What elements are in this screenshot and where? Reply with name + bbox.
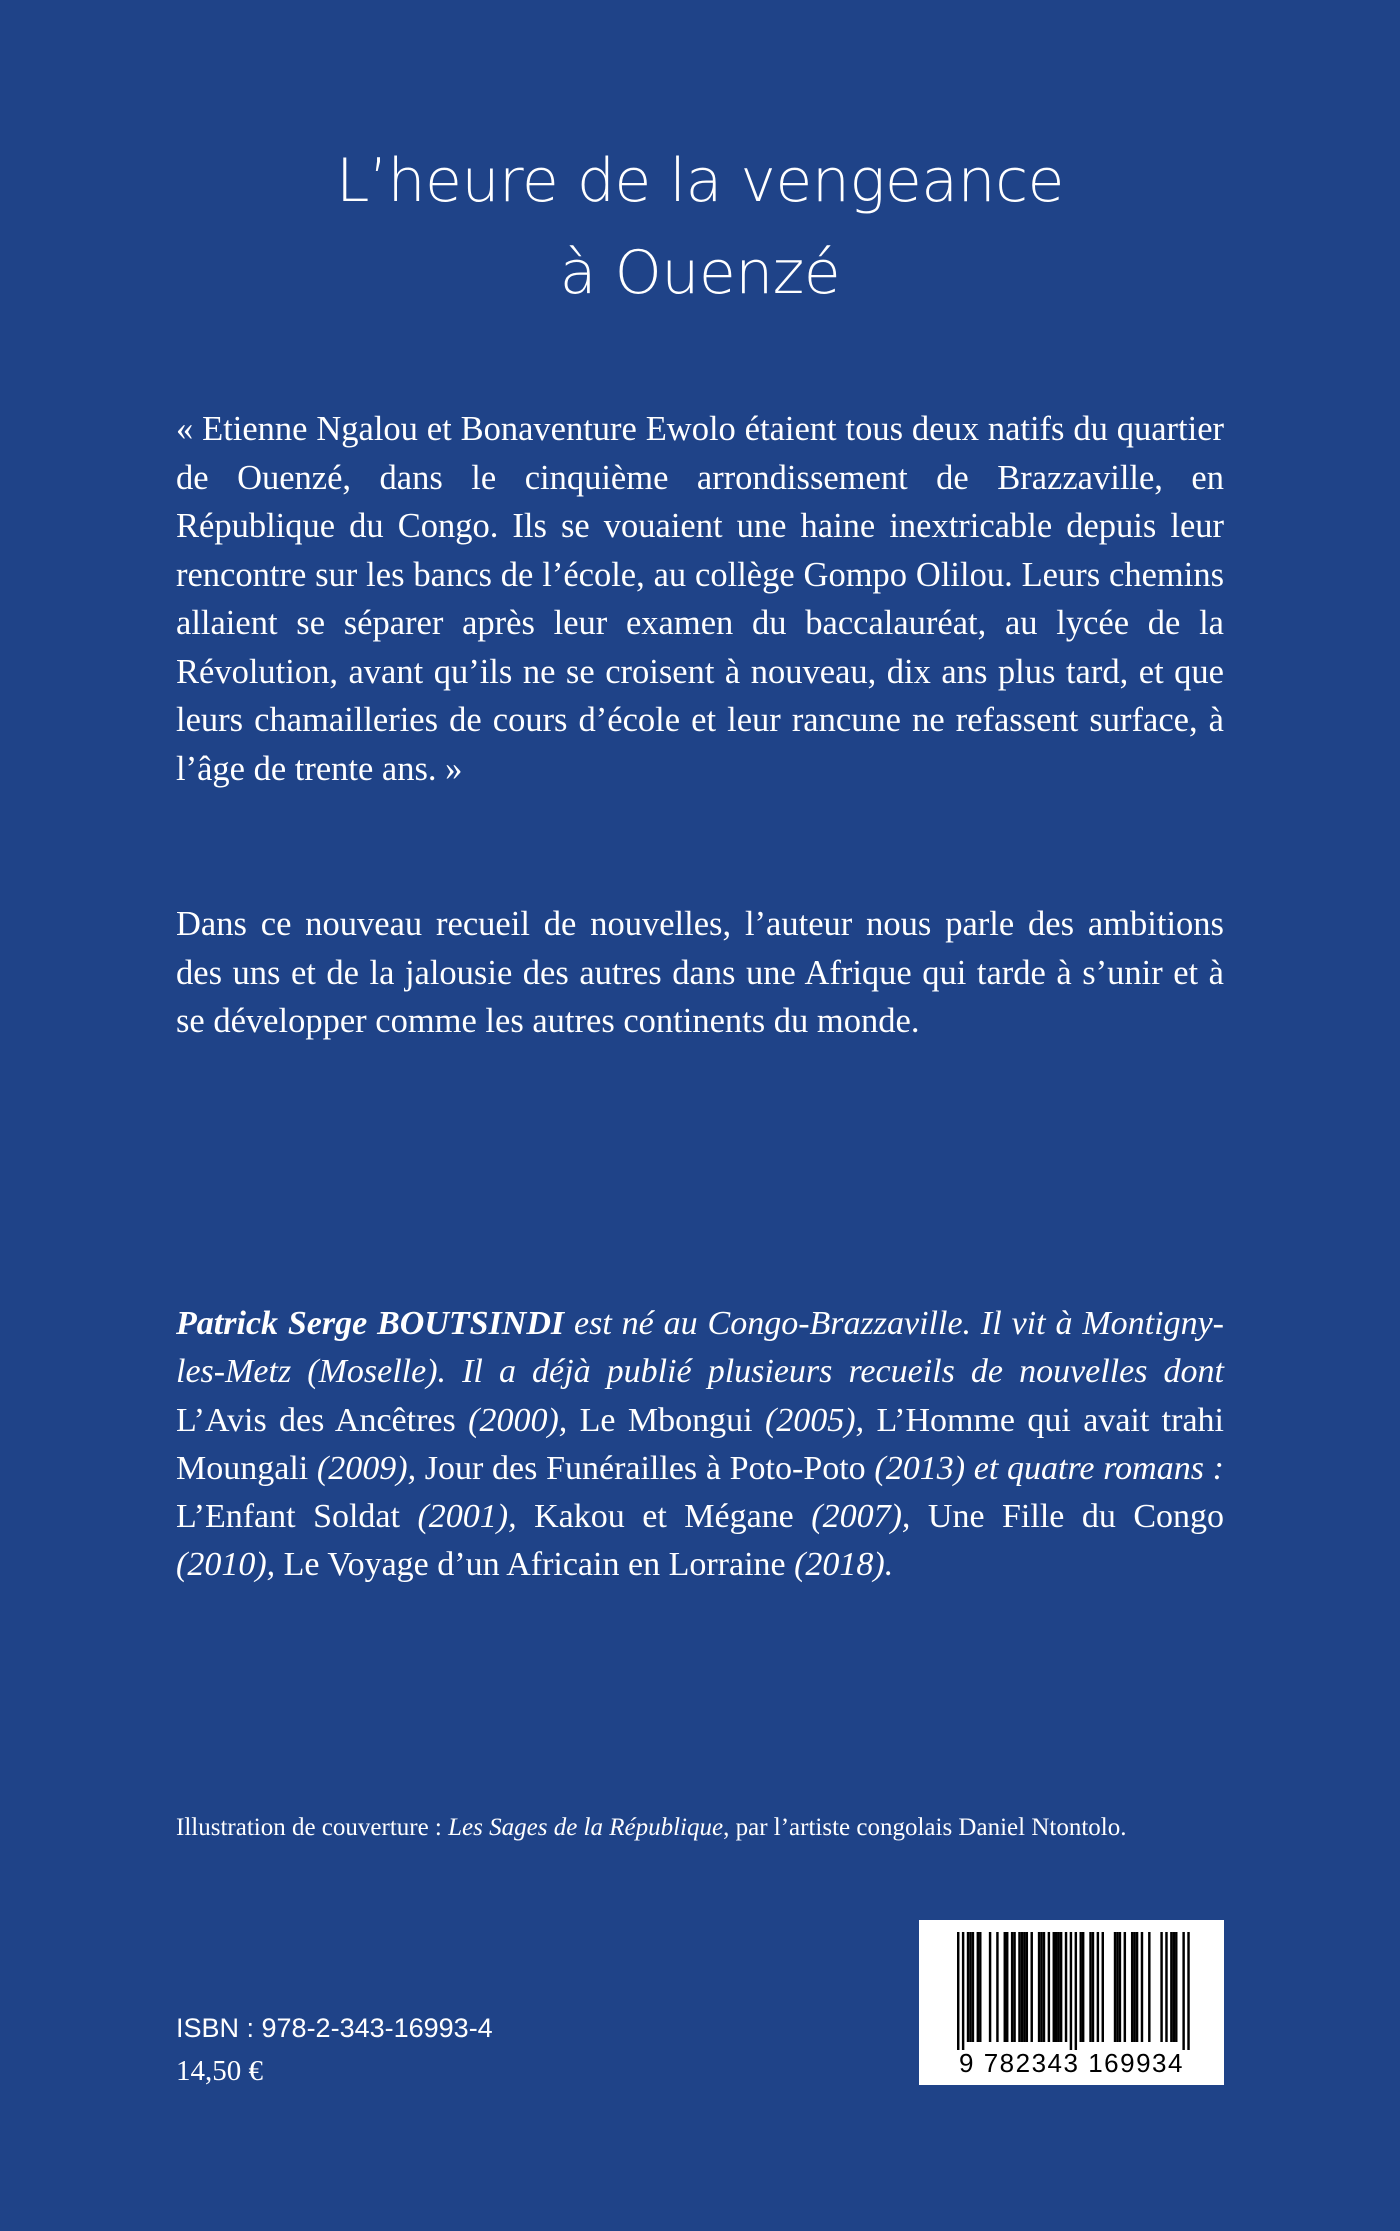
- barcode-bar: [1075, 1932, 1077, 2050]
- title-line-2: à Ouenzé: [559, 238, 841, 308]
- barcode-bar: [1089, 1932, 1091, 2042]
- barcode-bar: [972, 1932, 974, 2042]
- bio-year-1: (2000),: [455, 1401, 580, 1439]
- barcode-bar: [1133, 1932, 1135, 2042]
- barcode-bar: [1053, 1932, 1055, 2042]
- bio-year-2: (2005),: [752, 1401, 877, 1439]
- book-title-7: Une Fille du Congo: [927, 1498, 1225, 1536]
- barcode-bar: [1048, 1932, 1050, 2042]
- barcode-bar: [967, 1932, 969, 2042]
- barcode-digits: 9 782343 169934: [959, 2048, 1184, 2078]
- synopsis-text: « Etienne Ngalou et Bonaventure Ewolo étaient tous deux natifs du quartier de Ouenzé, dans le cinquième arrondissement de Brazzaville, en République du Congo. Ils se vouaient une haine inextricable depuis leur rencontre sur les bancs de l’école, au collège Gompo Olilou. Leurs chemins allaient se séparer après leur examen du baccalauréat, au lycée de la Révolution, avant qu’ils ne se croisent à nouveau, dix ans plus tard, et que leurs chamailleries de cours d’école et leur rancune ne refassent surface, à l’âge de trente ans. »: [176, 410, 1224, 788]
- summary-text: Dans ce nouveau recueil de nouvelles, l’auteur nous parle des ambitions des uns et de la jalousie des autres dans une Afrique qui tarde à s’unir et à se développer comme les autres continents du monde.: [176, 905, 1224, 1040]
- title-line-1: L’heure de la vengeance: [336, 146, 1064, 216]
- barcode-bar: [977, 1932, 979, 2042]
- barcode-bar: [1031, 1932, 1033, 2042]
- book-title-2: Le Mbongui: [579, 1401, 753, 1439]
- barcode-bar: [1023, 1932, 1025, 2042]
- book-title-5: L’Enfant Soldat: [176, 1498, 400, 1536]
- barcode-bar: [1131, 1932, 1133, 2042]
- author-bio-text: [176, 1300, 1224, 1590]
- barcode-bar: [979, 1932, 981, 2042]
- summary-block: [176, 900, 1224, 1046]
- barcode-bar: [996, 1932, 998, 2042]
- barcode-bar: [1175, 1932, 1177, 2042]
- barcode-bar: [1124, 1932, 1126, 2042]
- barcode-bar: [1011, 1932, 1013, 2042]
- barcode-bar: [1148, 1932, 1150, 2042]
- barcode-bar: [1114, 1932, 1116, 2042]
- barcode-bar: [1006, 1932, 1008, 2042]
- book-title-4: Jour des Funérailles à Poto-Poto: [424, 1449, 866, 1487]
- book-title: [0, 135, 1400, 319]
- barcode-bar: [1026, 1932, 1028, 2042]
- barcode-bar: [1057, 1932, 1059, 2042]
- author-name: Patrick Serge BOUTSINDI: [176, 1305, 565, 1342]
- barcode-bar: [1040, 1932, 1042, 2042]
- barcode-bar: [1080, 1932, 1082, 2042]
- isbn: ISBN : 978-2-343-16993-4: [176, 2013, 493, 2043]
- book-title-3: L’Homme qui avait trahi Moungali: [176, 1401, 1224, 1487]
- illustration-credit: [176, 1811, 1256, 1845]
- bio-year-8: (2018).: [785, 1546, 894, 1584]
- bio-year-5: (2001),: [399, 1498, 535, 1536]
- book-title-8: Le Voyage d’un Africain en Lorraine: [283, 1546, 786, 1584]
- barcode-bar: [1116, 1932, 1118, 2042]
- barcode-bar: [1038, 1932, 1040, 2042]
- price: 14,50 €: [176, 2055, 263, 2087]
- barcode-bar: [969, 1932, 971, 2042]
- barcode-bar: [1141, 1932, 1143, 2042]
- barcode-bar: [957, 1932, 959, 2050]
- barcode-bar: [1170, 1932, 1172, 2042]
- barcode-bar: [1082, 1932, 1084, 2042]
- credit-prefix: Illustration de couverture :: [176, 1814, 449, 1841]
- barcode-bar: [1043, 1932, 1045, 2042]
- credit-suffix: , par l’artiste congolais Daniel Ntontolo.: [723, 1814, 1127, 1841]
- barcode-bar: [1070, 1932, 1072, 2050]
- barcode-bar: [962, 1932, 964, 2050]
- barcode-bar: [1119, 1932, 1121, 2042]
- barcode-bar: [989, 1932, 991, 2042]
- book-title-1: L’Avis des Ancêtres: [176, 1401, 456, 1439]
- barcode-bar: [1055, 1932, 1057, 2042]
- credit-work: Les Sages de la République: [448, 1814, 724, 1841]
- barcode-bar: [1160, 1932, 1162, 2042]
- bio-year-4: (2013) et quatre romans :: [865, 1449, 1224, 1487]
- bio-text-1: est né au Congo-Brazzaville. Il vit à Montigny-les-Metz (Moselle). Il a déjà publié plusieurs recueils de nouvelles dont: [176, 1305, 1224, 1391]
- barcode-bar: [1187, 1932, 1189, 2050]
- barcode-bar: [1165, 1932, 1167, 2042]
- book-title-6: Kakou et Mégane: [534, 1498, 794, 1536]
- barcode-bar: [1173, 1932, 1175, 2042]
- barcode-bar: [1065, 1932, 1067, 2042]
- bio-year-3: (2009),: [308, 1449, 425, 1487]
- synopsis-block: [176, 405, 1224, 793]
- barcode-bar: [1097, 1932, 1099, 2042]
- barcode-bar: [1004, 1932, 1006, 2042]
- barcode-bar: [1136, 1932, 1138, 2042]
- barcode-bar: [1092, 1932, 1094, 2042]
- barcode-bar: [1018, 1932, 1020, 2042]
- author-bio: [176, 1300, 1224, 1590]
- barcode-bar: [1021, 1932, 1023, 2042]
- bio-year-7: (2010),: [176, 1546, 284, 1584]
- barcode-bar: [1102, 1932, 1104, 2042]
- barcode: [919, 1920, 1224, 2085]
- barcode-bar: [1182, 1932, 1184, 2050]
- bio-year-6: (2007),: [793, 1498, 928, 1536]
- barcode-bar: [1013, 1932, 1015, 2042]
- barcode-bar: [1060, 1932, 1062, 2042]
